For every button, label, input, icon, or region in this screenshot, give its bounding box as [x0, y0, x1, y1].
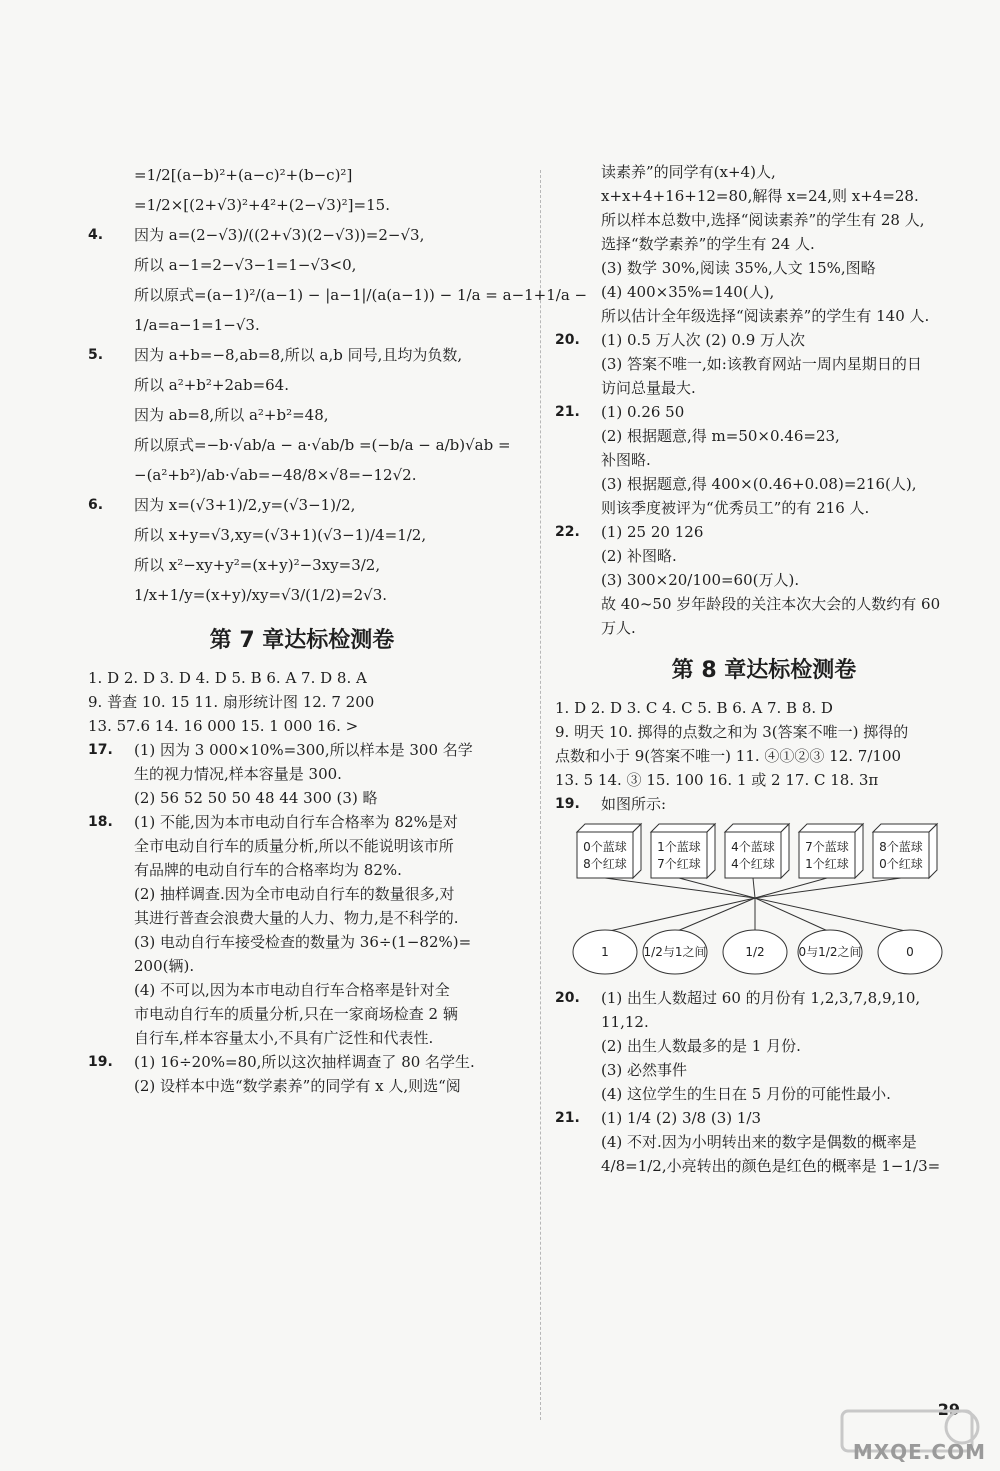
answer-line — [555, 376, 973, 400]
box-top — [725, 824, 789, 832]
answer-line — [555, 986, 973, 1010]
answer-text: 1/x+1/y=(x+y)/xy=√3/(1/2)=2√3. — [134, 586, 388, 604]
answer-text: 200(辆). — [134, 957, 195, 975]
answer-line — [88, 280, 588, 310]
answer-line — [88, 978, 516, 1002]
right-column — [555, 160, 973, 1178]
answer-line — [88, 834, 516, 858]
answer-text: 9. 明天 10. 掷得的点数之和为 3(答案不唯一) 掷得的 — [555, 723, 909, 741]
question-number: 4. — [88, 227, 104, 243]
box-label: 1个蓝球 — [657, 840, 701, 854]
ball-box — [651, 832, 707, 878]
answer-line — [88, 460, 516, 490]
answer-line — [555, 352, 973, 376]
answer-text: (2) 补图略. — [601, 547, 677, 565]
answer-line — [88, 220, 516, 250]
answer-line — [555, 592, 973, 616]
connector-line — [675, 898, 755, 932]
answer-text: 因为 a+b=−8,ab=8,所以 a,b 同号,且均为负数, — [134, 346, 463, 364]
answer-line — [88, 580, 516, 610]
answer-text: (3) 根据题意,得 400×(0.46+0.08)=216(人), — [601, 475, 917, 493]
answer-line — [88, 520, 516, 550]
answer-line — [88, 714, 516, 738]
answer-text: 因为 ab=8,所以 a²+b²=48, — [134, 406, 329, 424]
answer-text: 所以原式=(a−1)²/(a−1) − |a−1|/(a(a−1)) − 1/a = a−1+1/a − — [134, 286, 588, 304]
page-number: 29 — [937, 1400, 960, 1419]
answer-text: 生的视力情况,样本容量是 300. — [134, 765, 342, 783]
connector-line — [755, 898, 830, 932]
chapter8-answers-continued — [555, 986, 973, 1178]
question-number: 17. — [88, 742, 113, 758]
answer-text: (4) 这位学生的生日在 5 月份的可能性最小. — [601, 1085, 891, 1103]
answer-line — [88, 858, 516, 882]
question-number: 18. — [88, 814, 113, 830]
box-label: 0个红球 — [879, 857, 923, 871]
answer-text: (4) 400×35%=140(人), — [601, 283, 775, 301]
answer-text: (3) 300×20/100=60(万人). — [601, 571, 800, 589]
question-number: 6. — [88, 497, 104, 513]
answer-line — [555, 520, 973, 544]
answer-text: 自行车,样本容量太小,不具有广泛性和代表性. — [134, 1029, 434, 1047]
answer-text: 补图略. — [601, 451, 651, 469]
answer-text: 所以 a−1=2−√3−1=1−√3<0, — [134, 256, 357, 274]
answer-line — [555, 1106, 973, 1130]
answer-line — [88, 1074, 516, 1098]
answer-text: (1) 16÷20%=80,所以这次抽样调查了 80 名学生. — [134, 1053, 475, 1071]
answer-line — [88, 1026, 516, 1050]
answer-line — [88, 550, 516, 580]
answer-line — [88, 954, 516, 978]
ball-box — [799, 832, 855, 878]
chapter8-answers — [555, 696, 973, 816]
column-divider — [540, 170, 541, 1420]
connector-line — [755, 878, 901, 898]
answer-text: 1. D 2. D 3. C 4. C 5. B 6. A 7. B 8. D — [555, 699, 833, 717]
answer-text: (2) 设样本中选“数学素养”的同学有 x 人,则选“阅 — [134, 1077, 461, 1095]
answer-text: 故 40~50 岁年龄段的关注本次大会的人数约有 60 — [601, 595, 941, 613]
answer-line — [88, 250, 516, 280]
connector-line — [755, 878, 827, 898]
ball-box — [577, 832, 633, 878]
box-label: 7个红球 — [657, 857, 701, 871]
answer-text: 13. 57.6 14. 16 000 15. 1 000 16. > — [88, 717, 359, 735]
box-top — [651, 824, 715, 832]
connector-line — [753, 878, 755, 898]
ball-box — [873, 832, 929, 878]
question-number: 19. — [555, 796, 580, 812]
question-number: 20. — [555, 332, 580, 348]
answer-line — [555, 280, 973, 304]
answer-text: (1) 出生人数超过 60 的月份有 1,2,3,7,8,9,10, — [601, 989, 921, 1007]
answer-text: 市电动自行车的质量分析,只在一家商场检查 2 辆 — [134, 1005, 458, 1023]
answer-text: 所以 x+y=√3,xy=(√3+1)(√3−1)/4=1/2, — [134, 526, 427, 544]
answer-text: 其进行普查会浪费大量的人力、物力,是不科学的. — [134, 909, 459, 927]
oval-label: 1/2 — [745, 945, 765, 959]
question-number: 5. — [88, 347, 104, 363]
answer-line — [88, 430, 516, 460]
answer-text: (3) 电动自行车接受检查的数量为 36÷(1−82%)= — [134, 933, 472, 951]
answer-line — [555, 448, 973, 472]
answer-line — [88, 810, 516, 834]
answer-line — [555, 184, 973, 208]
answer-line — [88, 666, 516, 690]
answer-text: 1. D 2. D 3. D 4. D 5. B 6. A 7. D 8. A — [88, 669, 367, 687]
box-label: 1个红球 — [805, 857, 849, 871]
answer-line — [555, 256, 973, 280]
box-label: 4个红球 — [731, 857, 775, 871]
box-label: 7个蓝球 — [805, 840, 849, 854]
answer-line — [555, 328, 973, 352]
answer-line — [88, 340, 516, 370]
answer-text: 有品牌的电动自行车的合格率均为 82%. — [134, 861, 402, 879]
answer-line — [88, 310, 516, 340]
chapter8-title: 第 8 章达标检测卷 — [671, 658, 857, 683]
right-answers — [555, 160, 973, 640]
probability-diagram — [565, 820, 945, 980]
answer-line — [555, 720, 973, 744]
answer-text: 因为 x=(√3+1)/2,y=(√3−1)/2, — [134, 496, 356, 514]
box-label: 8个蓝球 — [879, 840, 923, 854]
answer-text: (4) 不对.因为小明转出来的数字是偶数的概率是 — [601, 1133, 917, 1151]
answer-text: (3) 必然事件 — [601, 1061, 688, 1079]
answer-text: 全市电动自行车的质量分析,所以不能说明该市所 — [134, 837, 454, 855]
answer-text: (2) 根据题意,得 m=50×0.46=23, — [601, 427, 840, 445]
answer-text: (2) 抽样调查.因为全市电动自行车的数量很多,对 — [134, 885, 455, 903]
answer-line — [555, 1082, 973, 1106]
answer-text: 所以 x²−xy+y²=(x+y)²−3xy=3/2, — [134, 556, 381, 574]
box-top — [577, 824, 641, 832]
answer-line — [555, 768, 973, 792]
answer-text: 点数和小于 9(答案不唯一) 11. ④①②③ 12. 7/100 — [555, 747, 902, 765]
answer-line — [555, 232, 973, 256]
answer-line — [88, 786, 516, 810]
answer-text: (4) 不可以,因为本市电动自行车合格率是针对全 — [134, 981, 450, 999]
answer-text: (1) 因为 3 000×10%=300,所以样本是 300 名学 — [134, 741, 473, 759]
box-top — [873, 824, 937, 832]
box-side — [781, 824, 789, 878]
answer-line — [88, 882, 516, 906]
answer-line — [555, 496, 973, 520]
box-label: 0个蓝球 — [583, 840, 627, 854]
answer-line — [88, 690, 516, 714]
question-number: 21. — [555, 404, 580, 420]
answer-text: 所以原式=−b·√ab/a − a·√ab/b =(−b/a − a/b)√ab = — [134, 436, 511, 454]
answer-line — [555, 696, 973, 720]
answer-line — [88, 160, 516, 190]
answer-line — [88, 1050, 516, 1074]
connector-line — [755, 898, 910, 932]
oval-label: 1/2与1之间 — [643, 945, 707, 959]
question-number: 20. — [555, 990, 580, 1006]
answer-text: 所以样本总数中,选择“阅读素养”的学生有 28 人, — [601, 211, 925, 229]
answer-line — [88, 1002, 516, 1026]
answer-line — [88, 930, 516, 954]
answer-text: 9. 普查 10. 15 11. 扇形统计图 12. 7 200 — [88, 693, 375, 711]
connector-line — [605, 878, 755, 898]
oval-label: 0与1/2之间 — [798, 945, 862, 959]
answer-line — [555, 616, 973, 640]
box-top — [799, 824, 863, 832]
answer-line — [555, 1130, 973, 1154]
answer-text: 读素养”的同学有(x+4)人, — [601, 163, 776, 181]
connector-line — [679, 878, 755, 898]
answer-line — [555, 792, 973, 816]
box-side — [855, 824, 863, 878]
answer-line — [555, 568, 973, 592]
answer-line — [555, 472, 973, 496]
answer-line — [555, 744, 973, 768]
answer-text: =1/2×[(2+√3)²+4²+(2−√3)²]=15. — [134, 196, 390, 214]
answer-text: (1) 25 20 126 — [601, 523, 704, 541]
answer-line — [555, 304, 973, 328]
box-side — [929, 824, 937, 878]
answer-text: (2) 出生人数最多的是 1 月份. — [601, 1037, 801, 1055]
box-label: 4个蓝球 — [731, 840, 775, 854]
answer-line — [88, 738, 516, 762]
answer-line — [88, 190, 516, 220]
answer-text: 访问总量最大. — [601, 379, 696, 397]
chapter7-answers — [88, 666, 516, 1098]
answer-line — [88, 400, 516, 430]
answer-line — [555, 208, 973, 232]
answer-line — [555, 160, 973, 184]
answer-text: 选择“数学素养”的学生有 24 人. — [601, 235, 815, 253]
answer-line — [555, 1058, 973, 1082]
ball-box — [725, 832, 781, 878]
answer-line — [88, 370, 516, 400]
answer-line — [88, 906, 516, 930]
answer-text: 11,12. — [601, 1013, 649, 1031]
connector-line — [605, 898, 755, 932]
answer-line — [555, 1034, 973, 1058]
question-number: 22. — [555, 524, 580, 540]
answer-text: 万人. — [601, 619, 636, 637]
answer-line — [88, 490, 516, 520]
answer-text: (3) 数学 30%,阅读 35%,人文 15%,图略 — [601, 259, 876, 277]
answer-line — [555, 1010, 973, 1034]
question-number: 19. — [88, 1054, 113, 1070]
box-side — [633, 824, 641, 878]
answer-text: 因为 a=(2−√3)/((2+√3)(2−√3))=2−√3, — [134, 226, 425, 244]
answer-text: =1/2[(a−b)²+(a−c)²+(b−c)²] — [134, 166, 353, 184]
box-side — [707, 824, 715, 878]
answer-text: (1) 不能,因为本市电动自行车合格率为 82%是对 — [134, 813, 458, 831]
answer-text: x+x+4+16+12=80,解得 x=24,则 x+4=28. — [601, 187, 919, 205]
answer-text: (1) 1/4 (2) 3/8 (3) 1/3 — [601, 1109, 762, 1127]
answer-line — [555, 424, 973, 448]
oval-label: 0 — [906, 945, 914, 959]
chapter7-title: 第 7 章达标检测卷 — [209, 628, 395, 653]
answer-text: 则该季度被评为“优秀员工”的有 216 人. — [601, 499, 870, 517]
answer-text: 如图所示: — [601, 795, 667, 813]
answer-text: 1/a=a−1=1−√3. — [134, 316, 260, 334]
answer-line — [555, 1154, 973, 1178]
answer-text: (1) 0.5 万人次 (2) 0.9 万人次 — [601, 331, 806, 349]
question-number: 21. — [555, 1110, 580, 1126]
answer-text: (3) 答案不唯一,如:该教育网站一周内星期日的日 — [601, 355, 922, 373]
answer-text: 所以估计全年级选择“阅读素养”的学生有 140 人. — [601, 307, 930, 325]
answer-text: (1) 0.26 50 — [601, 403, 685, 421]
answer-line — [555, 400, 973, 424]
oval-label: 1 — [601, 945, 609, 959]
answer-text: 13. 5 14. ③ 15. 100 16. 1 或 2 17. C 18. 3π — [555, 771, 879, 789]
answer-line — [88, 762, 516, 786]
answer-text: 所以 a²+b²+2ab=64. — [134, 376, 289, 394]
answer-line — [555, 544, 973, 568]
watermark-site: MXQE.COM — [852, 1440, 986, 1464]
answer-text: −(a²+b²)/ab·√ab=−48/8×√8=−12√2. — [134, 466, 417, 484]
box-label: 8个红球 — [583, 857, 627, 871]
left-column — [88, 160, 588, 1098]
answer-text: 4/8=1/2,小亮转出的颜色是红色的概率是 1−1/3= — [601, 1157, 941, 1175]
answer-text: (2) 56 52 50 50 48 44 300 (3) 略 — [134, 789, 378, 807]
